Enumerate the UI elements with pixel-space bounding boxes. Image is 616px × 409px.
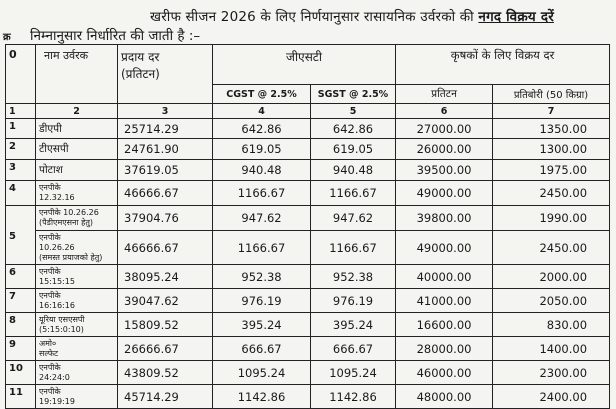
table-row	[6, 337, 610, 361]
row-sgst: 947.62	[311, 206, 396, 231]
row-name-line: 15:15:15	[39, 276, 75, 286]
row-per-bag: 1975.00	[493, 160, 610, 181]
row-per-bag: 2450.00	[493, 231, 610, 265]
row-sno: 5	[6, 206, 36, 265]
row-name	[36, 313, 118, 337]
heading-line-1	[150, 7, 554, 25]
table-row	[6, 385, 610, 409]
row-per-ton: 39500.00	[396, 160, 493, 181]
row-per-bag: 1990.00	[493, 206, 610, 231]
row-sno: 9	[6, 337, 36, 361]
row-sgst: 940.48	[311, 160, 396, 181]
row-cgst: 976.19	[213, 289, 311, 313]
row-cgst: 1142.86	[213, 385, 311, 409]
row-per-ton: 27000.00	[396, 119, 493, 139]
table-row	[6, 181, 610, 206]
row-cgst: 642.86	[213, 119, 311, 139]
row-cgst: 952.38	[213, 265, 311, 289]
row-per-ton: 48000.00	[396, 385, 493, 409]
header-row	[6, 45, 610, 85]
row-rate: 24761.90	[118, 139, 213, 160]
row-rate: 46666.67	[118, 181, 213, 206]
row-cgst: 619.05	[213, 139, 311, 160]
row-name-line: सल्फेट	[39, 348, 59, 358]
col-number: 3	[118, 104, 213, 119]
table-row	[6, 289, 610, 313]
header-name: नाम उर्वरक	[36, 45, 118, 104]
row-name-line: एनपीके	[39, 183, 61, 192]
row-name-line: (पैडीएमएसना हेतु)	[39, 218, 94, 227]
header-sgst: SGST @ 2.5%	[311, 85, 396, 104]
row-per-ton: 41000.00	[396, 289, 493, 313]
row-sno: 6	[6, 265, 36, 289]
header-farmer-rate: कृषकों के लिए विक्रय दर	[396, 45, 610, 85]
row-name	[36, 231, 118, 265]
row-rate: 45714.29	[118, 385, 213, 409]
table-row	[6, 361, 610, 385]
heading-line-1-text: खरीफ सीजन 2026 के लिए निर्णयानुसार रासायनिक उर्वरको की	[150, 9, 474, 25]
fertilizer-rate-table	[5, 44, 610, 409]
row-rate: 26666.67	[118, 337, 213, 361]
row-name: डीएपी	[36, 119, 118, 139]
row-cgst: 947.62	[213, 206, 311, 231]
row-name	[36, 337, 118, 361]
row-rate: 38095.24	[118, 265, 213, 289]
document-heading	[0, 0, 616, 42]
row-cgst: 1166.67	[213, 231, 311, 265]
header-cgst: CGST @ 2.5%	[213, 85, 311, 104]
row-name	[36, 289, 118, 313]
row-rate: 43809.52	[118, 361, 213, 385]
row-name-line: एनपीके	[39, 232, 61, 242]
row-name	[36, 181, 118, 206]
row-per-bag: 1300.00	[493, 139, 610, 160]
heading-line-1-bold: नगद विक्रय दरें	[478, 9, 554, 25]
heading-line-2: निम्नानुसार निर्धारित की जाती है :–	[30, 28, 201, 44]
row-rate: 25714.29	[118, 119, 213, 139]
row-name-line: एनपीके 10.26.26	[39, 208, 99, 217]
row-per-bag: 2050.00	[493, 289, 610, 313]
row-per-bag: 2000.00	[493, 265, 610, 289]
row-name: टीएसपी	[36, 139, 118, 160]
row-sno: 3	[6, 160, 36, 181]
row-sgst: 1095.24	[311, 361, 396, 385]
row-sgst: 666.67	[311, 337, 396, 361]
row-per-bag: 2400.00	[493, 385, 610, 409]
row-rate: 37619.05	[118, 160, 213, 181]
row-sgst: 1142.86	[311, 385, 396, 409]
row-cgst: 940.48	[213, 160, 311, 181]
row-name-line: (समस्त प्रयाजको हेतु)	[39, 252, 103, 262]
row-name-line: एनपीके	[39, 362, 61, 372]
sno-fragment: क्र	[3, 32, 11, 43]
row-sno: 4	[6, 181, 36, 206]
row-rate: 15809.52	[118, 313, 213, 337]
row-sgst: 642.86	[311, 119, 396, 139]
row-sno: 1	[6, 119, 36, 139]
table-row	[6, 313, 610, 337]
row-cgst: 1166.67	[213, 181, 311, 206]
row-rate: 39047.62	[118, 289, 213, 313]
row-cgst: 395.24	[213, 313, 311, 337]
row-cgst: 666.67	[213, 337, 311, 361]
header-per-ton: प्रतिटन	[396, 85, 493, 104]
header-supply-rate-label: प्रदाय दर	[121, 50, 160, 64]
row-name-line: अमो०	[39, 338, 57, 348]
row-per-bag: 1400.00	[493, 337, 610, 361]
row-per-ton: 40000.00	[396, 265, 493, 289]
table-row	[6, 265, 610, 289]
row-sno: 10	[6, 361, 36, 385]
table-row	[6, 139, 610, 160]
row-per-bag: 830.00	[493, 313, 610, 337]
row-name-line: एनपीके	[39, 290, 61, 300]
col-number: 7	[493, 104, 610, 119]
header-supply-rate	[118, 45, 213, 104]
row-per-bag: 2300.00	[493, 361, 610, 385]
row-name-line: 16:16:16	[39, 300, 75, 310]
row-name-line: एनपीके	[39, 266, 61, 276]
col-number: 2	[36, 104, 118, 119]
row-per-ton: 39800.00	[396, 206, 493, 231]
table-row	[6, 231, 610, 265]
row-per-ton: 49000.00	[396, 231, 493, 265]
row-name	[36, 385, 118, 409]
table-row	[6, 160, 610, 181]
row-name-line: यूरिया एसएसपी	[39, 314, 85, 324]
header-sno: 0	[6, 45, 36, 104]
row-sgst: 976.19	[311, 289, 396, 313]
row-sgst: 1166.67	[311, 231, 396, 265]
col-number: 1	[6, 104, 36, 119]
row-per-ton: 26000.00	[396, 139, 493, 160]
row-sgst: 1166.67	[311, 181, 396, 206]
row-rate: 46666.67	[118, 231, 213, 265]
row-per-ton: 16600.00	[396, 313, 493, 337]
header-supply-rate-unit: (प्रतिटन)	[121, 67, 160, 81]
row-sno: 7	[6, 289, 36, 313]
row-sgst: 395.24	[311, 313, 396, 337]
row-name	[36, 206, 118, 231]
col-number: 4	[213, 104, 311, 119]
row-per-ton: 49000.00	[396, 181, 493, 206]
column-number-row	[6, 104, 610, 119]
row-name	[36, 361, 118, 385]
row-sno: 11	[6, 385, 36, 409]
table-row	[6, 206, 610, 231]
row-name-line: एनपीके	[39, 386, 61, 396]
col-number: 6	[396, 104, 493, 119]
row-cgst: 1095.24	[213, 361, 311, 385]
row-sgst: 952.38	[311, 265, 396, 289]
header-per-bag: प्रतिबोरी (50 किग्रा)	[493, 85, 610, 104]
row-per-bag: 1350.00	[493, 119, 610, 139]
row-sno: 2	[6, 139, 36, 160]
row-rate: 37904.76	[118, 206, 213, 231]
row-name-line: 10.26.26	[39, 242, 75, 252]
header-gst: जीएसटी	[213, 45, 396, 85]
row-sno: 8	[6, 313, 36, 337]
row-name-line: 12.32.16	[39, 193, 75, 202]
row-name-line: 24:24:0	[39, 372, 70, 382]
row-name	[36, 265, 118, 289]
row-per-bag: 2450.00	[493, 181, 610, 206]
row-per-ton: 28000.00	[396, 337, 493, 361]
row-per-ton: 46000.00	[396, 361, 493, 385]
row-sgst: 619.05	[311, 139, 396, 160]
col-number: 5	[311, 104, 396, 119]
table-row	[6, 119, 610, 139]
row-name-line: (5:15:0:10)	[39, 324, 84, 334]
row-name: पोटाश	[36, 160, 118, 181]
row-name-line: 19:19:19	[39, 396, 75, 406]
